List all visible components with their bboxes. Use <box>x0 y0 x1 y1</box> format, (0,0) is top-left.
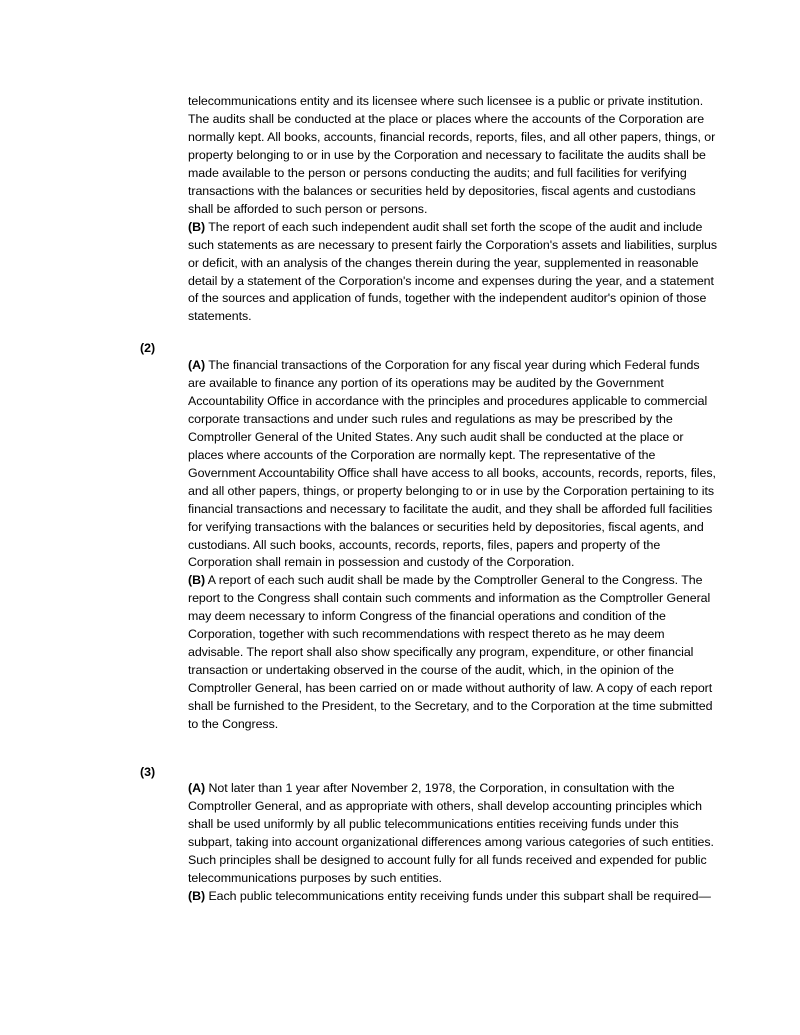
paragraph-text: Not later than 1 year after November 2, 1978, the Corporation, in consultation with the Comptroller General, and as appropriate with others, shall develop accounting principles which shall be used uniformly by all public telecommunications entities receiving funds under this subpart, taking into account organizational differences among various categories of such entities. Such principles shall be designed to account fully for all funds received and expended for public telecommunications purposes by such entities. <box>188 781 714 885</box>
paragraph-label: (B) <box>188 888 206 903</box>
section-1-continued <box>188 93 718 326</box>
paragraph-label: (B) <box>188 573 206 588</box>
section-3 <box>188 780 718 906</box>
section-2-paragraph-a <box>188 357 718 572</box>
section-2 <box>188 357 718 734</box>
paragraph-text: A report of each such audit shall be made by the Comptroller General to the Congress. The report to the Congress shall contain such comments and information as the Comptroller General may deem necessary to inform Congress of the financial operations and condition of the Corporation, together with such recommendations with respect thereto as he may deem advisable. The report shall also show specifically any program, expenditure, or other financial transaction or undertaking observed in the course of the audit, which, in the opinion of the Comptroller General, has been carried on or made without authority of law. A copy of each report shall be furnished to the President, to the Secretary, and to the Corporation at the time submitted to the Congress. <box>188 573 713 732</box>
section-3-number: (3) <box>140 765 156 779</box>
section-2-paragraph-b <box>188 572 718 734</box>
paragraph-text: Each public telecommunications entity receiving funds under this subpart shall be required— <box>205 888 711 903</box>
paragraph-text: The financial transactions of the Corporation for any fiscal year during which Federal funds are available to finance any portion of its operations may be audited by the Government Accountability Office in accordance with the principles and procedures applicable to commercial corporate transactions and under such rules and regulations as may be prescribed by the Comptroller General of the United States. Any such audit shall be conducted at the place or places where accounts of the Corporation are normally kept. The representative of the Government Accountability Office shall have access to all books, accounts, records, reports, files, and all other papers, things, or property belonging to or in use by the Corporation pertaining to its financial transactions and necessary to facilitate the audit, and they shall be afforded full facilities for verifying transactions with the balances or securities held by depositories, fiscal agents, and custodians. All such books, accounts, records, reports, files, papers and property of the Corporation shall remain in possession and custody of the Corporation. <box>188 358 716 570</box>
section-3-paragraph-a <box>188 780 718 888</box>
paragraph-text: telecommunications entity and its licensee where such licensee is a public or private institution. The audits shall be conducted at the place or places where the accounts of the Corporation are normally kept. All books, accounts, financial records, reports, files, and all other papers, things, or property belonging to or in use by the Corporation and necessary to facilitate the audits shall be made available to the person or persons conducting the audits; and full facilities for verifying transactions with the balances or securities held by depositories, fiscal agents and custodians shall be afforded to such person or persons. <box>188 94 716 216</box>
section-2-number: (2) <box>140 341 156 355</box>
section-1-paragraph-a-continued <box>188 93 718 219</box>
paragraph-text: The report of each such independent audit shall set forth the scope of the audit and include such statements as are necessary to present fairly the Corporation's assets and liabilities, surplus or deficit, with an analysis of the changes therein during the year, supplemented in reasonable detail by a statement of the Corporation's income and expenses during the year, and a statement of the sources and application of funds, together with the independent auditor's opinion of those statements. <box>188 219 718 324</box>
paragraph-label: (B) <box>188 219 206 234</box>
section-3-paragraph-b <box>188 888 718 906</box>
section-1-paragraph-b <box>188 219 718 327</box>
paragraph-label: (A) <box>188 358 206 372</box>
paragraph-label: (A) <box>188 781 206 795</box>
